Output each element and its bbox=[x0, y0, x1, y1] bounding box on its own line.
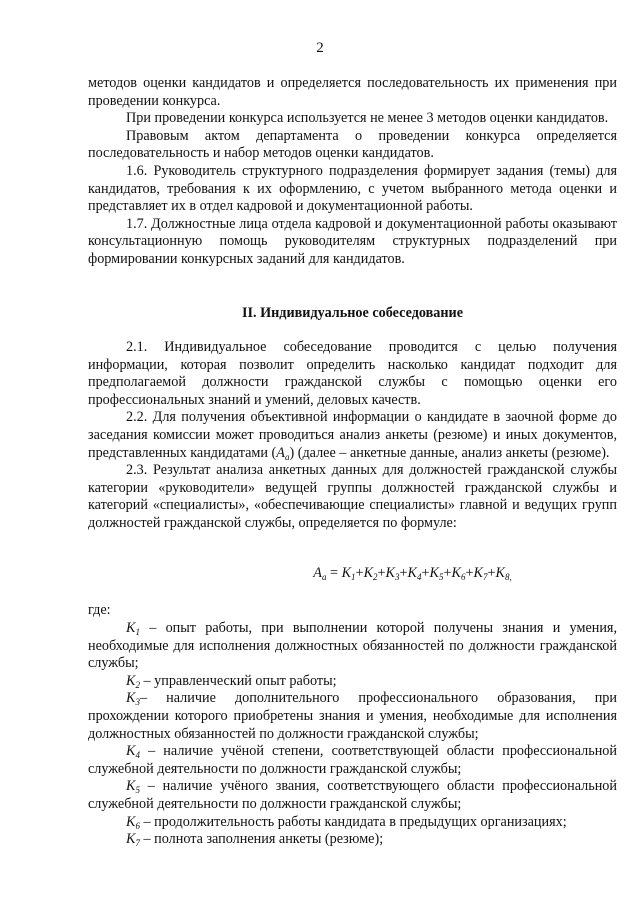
definition-item bbox=[88, 620, 617, 673]
formula-term-subscript: 5 bbox=[438, 572, 444, 582]
definition-symbol-subscript: 3 bbox=[135, 697, 140, 708]
definition-text: – наличие дополнительного профессионального образования, при прохождении которого приобретены знания и умения, необходимые для исполнения должностных обязанностей по должности гражданской службы; bbox=[88, 690, 617, 742]
definition-symbol: K bbox=[126, 672, 136, 689]
definition-symbol-subscript: 2 bbox=[135, 679, 140, 690]
formula-term-k: K bbox=[451, 565, 461, 581]
formula-lhs: A bbox=[313, 565, 322, 581]
formula-term-subscript: 1 bbox=[351, 572, 356, 582]
formula-term-k: K bbox=[363, 565, 374, 581]
paragraph-legal-act: Правовым актом департамента о проведении конкурса определяется последовательность и набор методов оценки кандидатов. bbox=[88, 127, 617, 162]
definition-text: – полнота заполнения анкеты (резюме); bbox=[139, 831, 384, 848]
formula-term-subscript: 3 bbox=[395, 572, 400, 582]
definition-item bbox=[88, 673, 617, 691]
definition-symbol-subscript: 5 bbox=[135, 785, 140, 796]
formula-term-subscript: 8, bbox=[504, 572, 512, 582]
formula-equals: = bbox=[326, 565, 342, 581]
definition-text: – продолжительность работы кандидата в предыдущих организациях; bbox=[139, 813, 567, 830]
definition-symbol-subscript: 4 bbox=[135, 750, 140, 761]
formula-term-subscript: 2 bbox=[373, 572, 378, 582]
formula bbox=[88, 565, 640, 583]
definition-symbol-subscript: 1 bbox=[135, 627, 140, 637]
formula-term-k: K bbox=[385, 565, 396, 581]
definitions-list bbox=[88, 620, 617, 849]
paragraph-1-7: 1.7. Должностные лица отдела кадровой и документационной работы оказывают консультационную помощь руководителям структурных подразделений при формировании конкурсных заданий для кандидатов. bbox=[88, 215, 617, 267]
paragraph-2-2-end: ) (далее – анкетные данные, анализ анкеты (резюме). bbox=[289, 444, 610, 461]
definition-text: – наличие учёного звания, соответствующего области профессиональной служебной деятельности по должности гражданской службы; bbox=[88, 778, 617, 812]
paragraph-min-methods: При проведении конкурса используется не менее 3 методов оценки кандидатов. bbox=[126, 110, 609, 127]
definition-item bbox=[88, 690, 617, 743]
formula-term-k: K bbox=[429, 565, 439, 581]
formula-plus: + bbox=[443, 565, 452, 581]
definition-symbol-subscript: 7 bbox=[135, 838, 140, 849]
page-number: 2 bbox=[316, 40, 324, 56]
formula-terms bbox=[342, 565, 512, 581]
definition-symbol: K bbox=[126, 778, 136, 795]
definition-symbol: K bbox=[126, 831, 136, 848]
definition-symbol: K bbox=[126, 690, 136, 707]
formula-term-subscript: 4 bbox=[417, 572, 422, 582]
paragraph-2-1: 2.1. Индивидуальное собеседование проводится с целью получения информации, которая позволит определить насколько кандидат подходит для предполагаемой должности гражданской службы с помощью оценки его профессиональных знаний и умений, деловых качеств. bbox=[88, 339, 617, 408]
top-text-block bbox=[88, 75, 617, 269]
formula-term-subscript: 7 bbox=[482, 572, 488, 582]
definition-text: – наличие учёной степени, соответствующей области профессиональной служебной деятельности по должности гражданской службы; bbox=[88, 743, 617, 777]
definition-item bbox=[88, 814, 617, 832]
formula-plus: + bbox=[355, 565, 364, 581]
definition-text: – опыт работы, при выполнении которой получены знания и умения, необходимые для исполнения должностных обязанностей по должности гражданской службы; bbox=[88, 620, 617, 672]
formula-plus: + bbox=[487, 565, 496, 581]
definition-symbol: K bbox=[126, 743, 136, 760]
definition-symbol: K bbox=[126, 620, 136, 636]
definition-item bbox=[88, 743, 617, 778]
formula-plus: + bbox=[421, 565, 430, 581]
paragraph-2-2 bbox=[88, 409, 617, 462]
paragraph-1-6: 1.6. Руководитель структурного подразделения формирует задания (темы) для кандидатов, требования к их оформлению, с учетом выбранного метода оценки и представляет их в отдел кадровой и документационной работы. bbox=[88, 162, 617, 215]
section-title: II. Индивидуальное собеседование bbox=[241, 305, 464, 321]
paragraph-2-3: 2.3. Результат анализа анкетных данных для должностей гражданской службы категории «руководители» ведущей группы должностей гражданской службы и категорий «специалисты», «обеспечивающие специалисты» главной и ведущих групп должностей гражданской службы, определяется по формуле: bbox=[88, 462, 617, 531]
section-text-block bbox=[88, 339, 617, 533]
definition-text: – управленческий опыт работы; bbox=[139, 672, 337, 689]
definition-item bbox=[88, 831, 617, 849]
definition-item bbox=[88, 778, 617, 813]
paragraph-2-2-start: 2.2. Для получения объективной информации о кандидате в заочной форме до заседания комиссии может проводиться анализ анкеты (резюме) и иных документов, представленных кандидатами ( bbox=[88, 409, 617, 461]
formula-plus: + bbox=[399, 565, 408, 581]
formula-term-k: K bbox=[341, 565, 352, 581]
formula-lhs-subscript: a bbox=[321, 572, 327, 582]
symbol-a: A bbox=[276, 444, 285, 461]
formula-term-k: K bbox=[407, 565, 417, 581]
formula-term-k: K bbox=[495, 565, 505, 581]
definition-symbol: K bbox=[126, 813, 136, 830]
paragraph-methods-continuation: методов оценки кандидатов и определяется последовательность их применения при проведении конкурса. bbox=[88, 75, 617, 109]
symbol-a-subscript: a bbox=[284, 451, 290, 462]
formula-term-k: K bbox=[473, 565, 483, 581]
formula-plus: + bbox=[465, 565, 474, 581]
formula-term-subscript: 6 bbox=[460, 572, 466, 582]
formula-plus: + bbox=[377, 565, 386, 581]
where-label: где: bbox=[88, 602, 111, 618]
definition-symbol-subscript: 6 bbox=[135, 820, 140, 831]
